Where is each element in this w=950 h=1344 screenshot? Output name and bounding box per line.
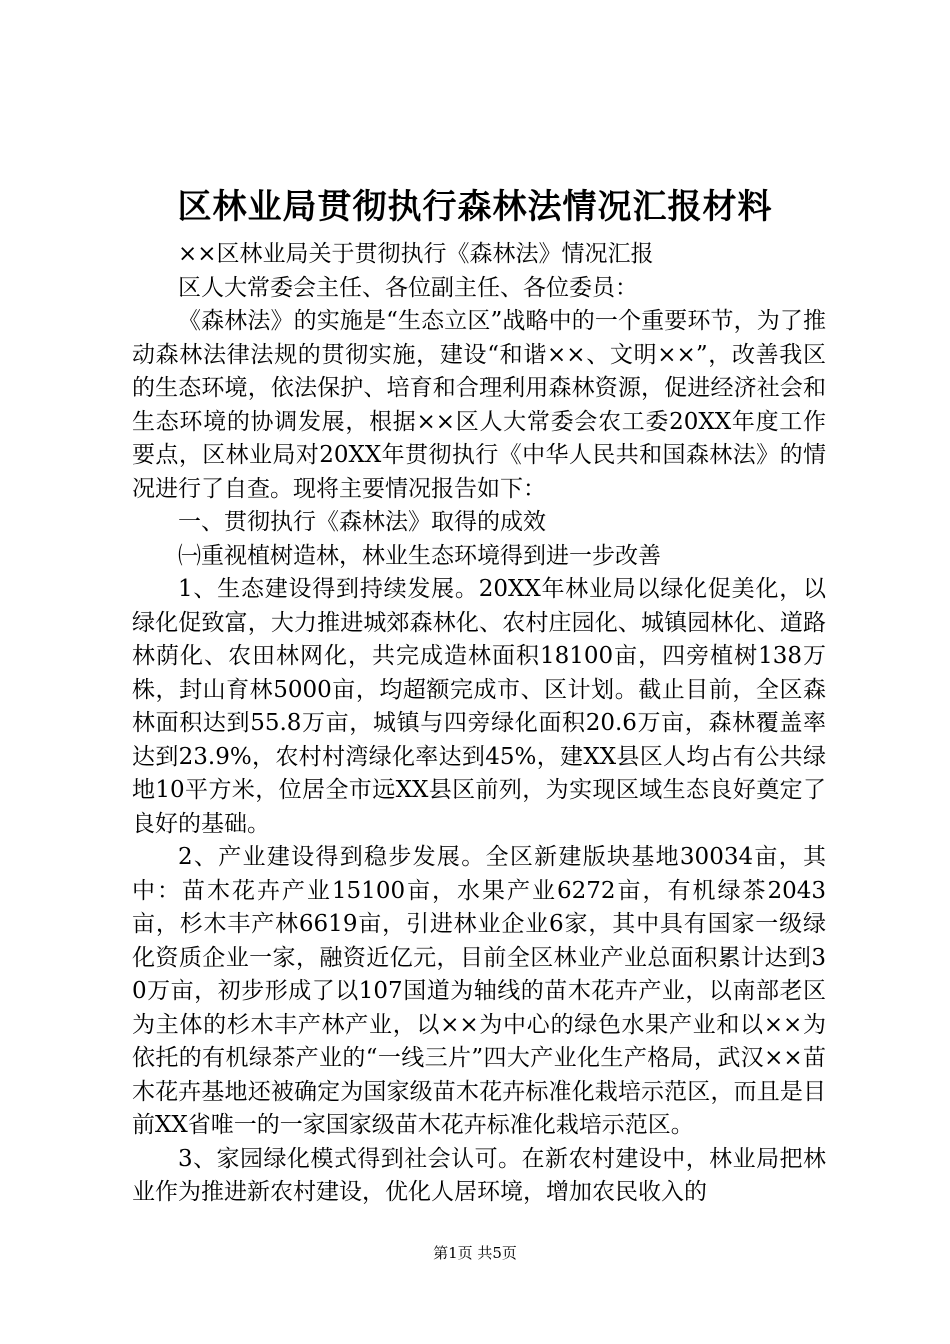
- report-heading-paragraph: ××区林业局关于贯彻执行《森林法》情况汇报: [178, 241, 654, 267]
- document-body: [132, 238, 826, 1210]
- homeland-greening-paragraph: 3、家园绿化模式得到社会认可。在新农村建设中，林业局把林业作为推进新农村建设，优化人居环境，增加农民收入的: [132, 1145, 826, 1205]
- subsection-heading-1: ㈠重视植树造林，林业生态环境得到进一步改善: [178, 542, 661, 569]
- section-heading-1: 一、贯彻执行《森林法》取得的成效: [178, 509, 546, 535]
- salutation-paragraph: 区人大常委会主任、各位副主任、各位委员：: [178, 274, 638, 301]
- ecological-construction-paragraph: 1、生态建设得到持续发展。20XX年林业局以绿化促美化，以绿化促致富，大力推进城郊森林化、农村庄园化、城镇园林化、道路林荫化、农田林网化，共完成造林面积18100亩，四旁植树138万株，封山育林5000亩，均超额完成市、区计划。截止目前，全区森林面积达到55.8万亩，城镇与四旁绿化面积20.6万亩，森林覆盖率达到23.9%，农村村湾绿化率达到45%，建XX县区人均占有公共绿地10平方米，位居全市远XX县区前列，为实现区域生态良好奠定了良好的基础。: [132, 576, 826, 837]
- intro-paragraph: 《森林法》的实施是“生态立区”战略中的一个重要环节，为了推动森林法律法规的贯彻实施，建设“和谐××、文明××”，改善我区的生态环境，依法保护、培育和合理利用森林资源，促进经济社会和生态环境的协调发展，根据××区人大常委会农工委20XX年度工作要点，区林业局对20XX年贯彻执行《中华人民共和国森林法》的情况进行了自查。现将主要情况报告如下：: [132, 308, 826, 502]
- industry-construction-paragraph: 2、产业建设得到稳步发展。全区新建版块基地30034亩，其中：苗木花卉产业15100亩，水果产业6272亩，有机绿茶2043亩，杉木丰产林6619亩，引进林业企业6家，其中具有国家一级绿化资质企业一家，融资近亿元，目前全区林业产业总面积累计达到30万亩，初步形成了以107国道为轴线的苗木花卉产业，以南部老区为主体的杉木丰产林产业，以××为中心的绿色水果产业和以××为依托的有机绿茶产业的“一线三片”四大产业化生产格局，武汉××苗木花卉基地还被确定为国家级苗木花卉标准化栽培示范区，而且是目前XX省唯一的一家国家级苗木花卉标准化栽培示范区。: [132, 844, 826, 1138]
- page-footer: 第1页 共5页: [433, 1244, 517, 1262]
- document-title: 区林业局贯彻执行森林法情况汇报材料: [177, 187, 773, 227]
